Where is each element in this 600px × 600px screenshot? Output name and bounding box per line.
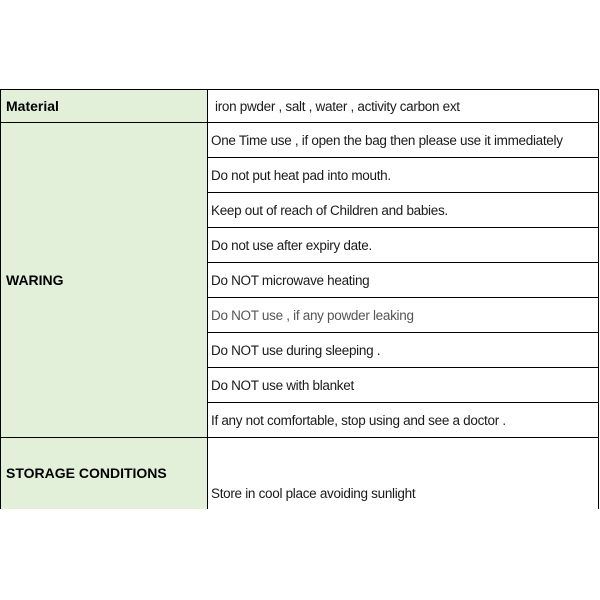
storage-label: STORAGE CONDITIONS (1, 438, 208, 509)
product-info-table (0, 89, 599, 509)
material-row (1, 90, 599, 123)
storage-value: Store in cool place avoiding sunlight (208, 438, 599, 509)
warning-item: Do NOT use during sleeping . (208, 333, 599, 368)
warning-item: Do not use after expiry date. (208, 228, 599, 263)
warning-item: Do not put heat pad into mouth. (208, 158, 599, 193)
material-label: Material (1, 90, 208, 123)
warning-item: One Time use , if open the bag then please use it immediately (208, 123, 599, 158)
warning-row (1, 123, 599, 158)
warning-item: Do NOT microwave heating (208, 263, 599, 298)
warning-item: If any not comfortable, stop using and see a doctor . (208, 403, 599, 438)
warning-item: Keep out of reach of Children and babies. (208, 193, 599, 228)
warning-item: Do NOT use with blanket (208, 368, 599, 403)
material-value: iron pwder , salt , water , activity carbon ext (208, 90, 599, 123)
warning-item: Do NOT use , if any powder leaking (208, 298, 599, 333)
storage-row (1, 438, 599, 509)
warning-label: WARING (1, 123, 208, 438)
